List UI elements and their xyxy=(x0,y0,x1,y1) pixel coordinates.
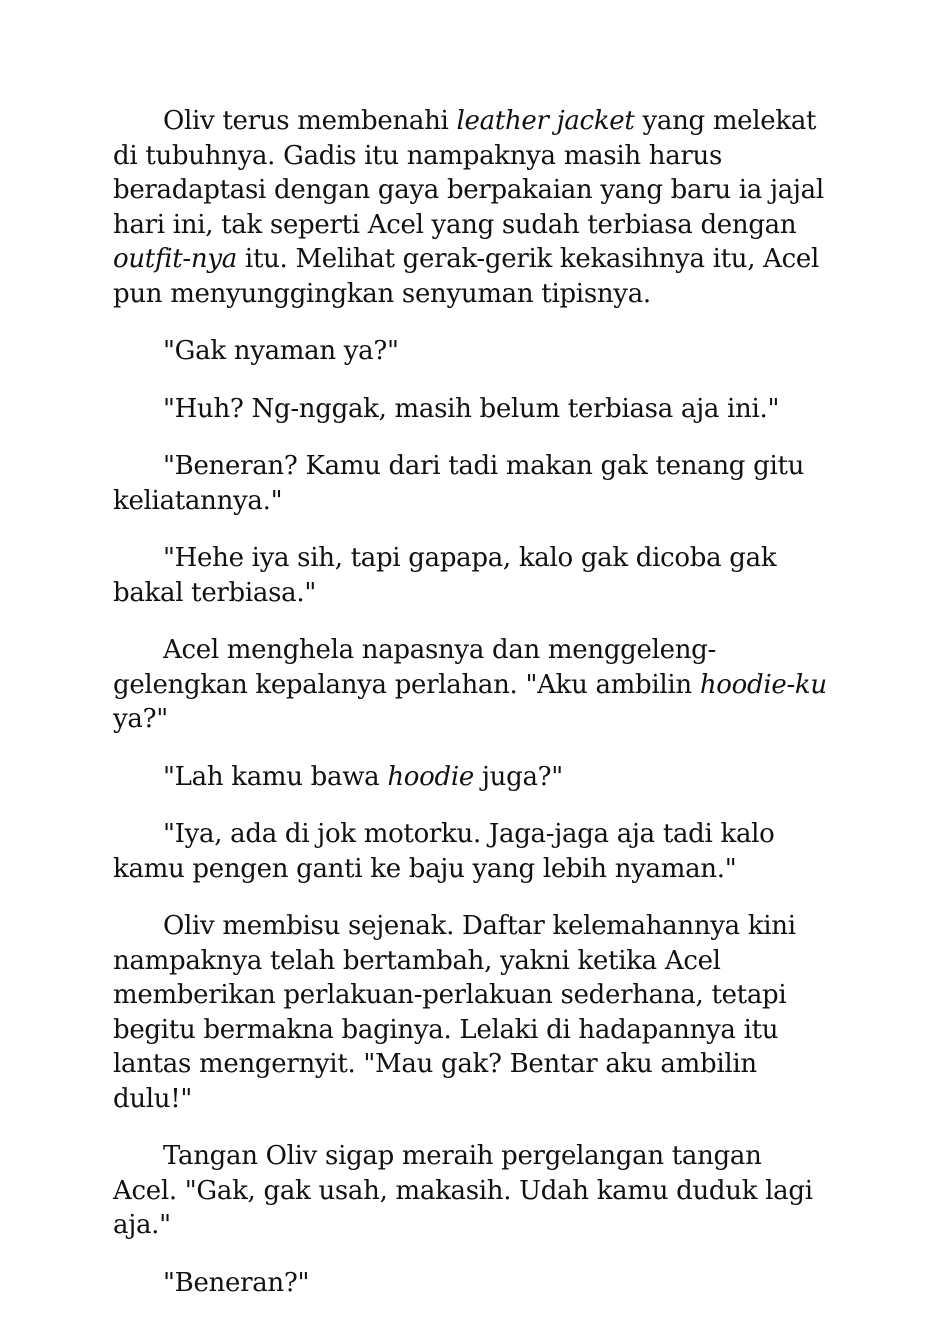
text-segment: Tangan Oliv sigap meraih pergelangan tangan Acel. "Gak, gak usah, makasih. Udah kamu duduk lagi aja." xyxy=(113,1141,813,1240)
paragraph xyxy=(113,541,833,610)
text-segment: yang melekat di tubuhnya. Gadis itu nampaknya masih harus beradaptasi dengan gaya berpakaian yang baru ia jajal hari ini, tak seperti Acel yang sudah terbiasa dengan xyxy=(113,106,824,240)
text-segment: "Beneran?" xyxy=(163,1267,310,1298)
paragraph xyxy=(113,449,833,518)
text-segment: "Gak nyaman ya?" xyxy=(163,336,399,366)
paragraph xyxy=(113,392,833,427)
paragraph xyxy=(113,1266,833,1301)
text-segment: Acel menghela napasnya dan menggeleng-gelengkan kepalanya perlahan. "Aku ambilin xyxy=(113,635,716,700)
text-segment: itu. Melihat gerak-gerik kekasihnya itu, Acel pun menyunggingkan senyuman tipisnya. xyxy=(113,244,819,309)
italic-segment: leather jacket xyxy=(456,106,635,136)
text-segment: Oliv terus membenahi xyxy=(163,106,457,136)
paragraph xyxy=(113,633,833,737)
text-segment: "Huh? Ng-nggak, masih belum terbiasa aja ini." xyxy=(163,393,780,424)
paragraph xyxy=(113,817,833,886)
paragraph xyxy=(113,760,833,795)
paragraph xyxy=(113,104,833,311)
text-segment: juga?" xyxy=(473,761,563,792)
italic-segment: outfit-nya xyxy=(113,244,237,274)
italic-segment: hoodie-ku xyxy=(699,669,827,700)
text-segment: "Iya, ada di jok motorku. Jaga-jaga aja tadi kalo kamu pengen ganti ke baju yang lebih nyaman." xyxy=(113,819,775,884)
paragraph xyxy=(113,334,833,369)
text-segment: "Lah kamu bawa xyxy=(163,761,388,792)
paragraph xyxy=(113,1139,833,1243)
italic-segment: hoodie xyxy=(387,761,474,792)
text-segment: ya?" xyxy=(113,704,168,734)
text-segment: "Hehe iya sih, tapi gapapa, kalo gak dicoba gak bakal terbiasa." xyxy=(113,543,777,608)
paragraph xyxy=(113,909,833,1116)
document-page xyxy=(113,104,833,1323)
text-segment: Oliv membisu sejenak. Daftar kelemahannya kini nampaknya telah bertambah, yakni ketika Acel memberikan perlakuan-perlakuan sederhana, tetapi begitu bermakna baginya. Lelaki di hadapannya itu lantas mengernyit. "Mau gak? Bentar aku ambilin dulu!" xyxy=(113,911,796,1114)
text-segment: "Beneran? Kamu dari tadi makan gak tenang gitu keliatannya." xyxy=(113,451,805,516)
